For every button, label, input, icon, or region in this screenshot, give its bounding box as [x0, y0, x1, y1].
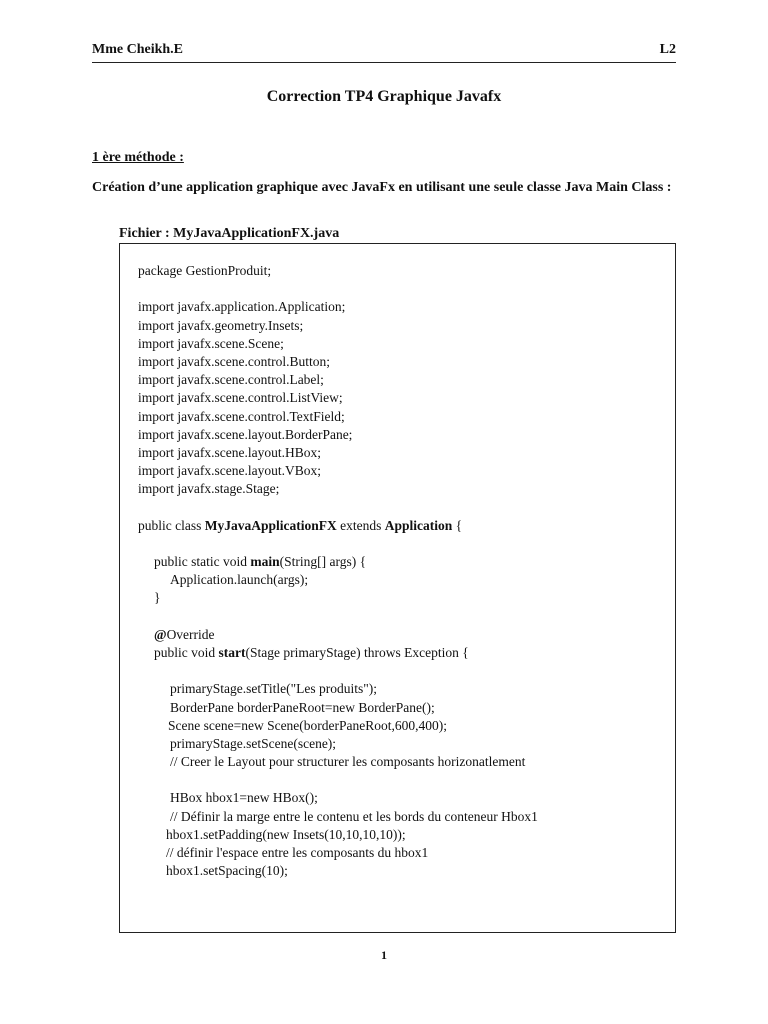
code-line — [120, 862, 538, 880]
code-text: (Stage primaryStage) throws Exception { — [245, 644, 469, 660]
document-title: Correction TP4 Graphique Javafx — [266, 88, 502, 105]
code-text: // Creer le Layout pour structurer les composants horizonatlement — [170, 754, 526, 770]
code-text: import javafx.scene.Scene; — [138, 335, 284, 351]
code-line — [120, 571, 538, 589]
code-line — [120, 662, 538, 680]
code-text: BorderPane borderPaneRoot=new BorderPane(); — [170, 699, 435, 715]
file-label: Fichier : MyJavaApplicationFX.java — [119, 226, 340, 241]
code-text: (String[] args) { — [279, 554, 367, 569]
code-line — [120, 426, 538, 444]
code-text: import javafx.scene.layout.BorderPane; — [138, 426, 353, 442]
code-line — [120, 789, 538, 807]
class-level: L2 — [659, 42, 676, 57]
code-line — [120, 553, 538, 571]
code-line — [120, 680, 538, 698]
code-text: import javafx.scene.control.Button; — [138, 353, 330, 369]
code-line — [120, 735, 538, 753]
code-text: public void — [154, 644, 219, 660]
code-text: } — [154, 590, 161, 606]
code-box — [119, 243, 676, 933]
code-text: // définir l'espace entre les composants du hbox1 — [166, 845, 429, 860]
code-line — [120, 699, 538, 717]
code-text: Scene scene=new Scene(borderPaneRoot,600,400); — [168, 717, 448, 733]
code-text: import javafx.scene.control.Label; — [138, 372, 324, 388]
code-line — [120, 280, 538, 298]
code-text: Application.launch(args); — [170, 572, 309, 588]
code-text: hbox1.setSpacing(10); — [166, 863, 288, 879]
code-line — [120, 644, 538, 662]
code-keyword: @ — [154, 626, 167, 642]
code-line — [120, 444, 538, 462]
code-text: primaryStage.setTitle("Les produits"); — [170, 681, 377, 697]
code-keyword: main — [250, 554, 280, 569]
code-text: import javafx.geometry.Insets; — [138, 317, 304, 333]
code-text: package GestionProduit; — [138, 263, 272, 278]
code-line — [120, 371, 538, 389]
code-line — [120, 462, 538, 480]
code-line — [120, 353, 538, 371]
code-text: HBox hbox1=new HBox(); — [170, 790, 318, 806]
code-line — [120, 808, 538, 826]
code-text: import javafx.application.Application; — [138, 299, 346, 315]
code-text: { — [452, 517, 463, 533]
code-text: import javafx.scene.control.ListView; — [138, 390, 343, 406]
code-line — [120, 608, 538, 626]
intro-paragraph: Création d’une application graphique avec JavaFx en utilisant une seule classe Java Main Class : — [92, 180, 672, 195]
code-line — [120, 589, 538, 607]
code-line — [120, 844, 538, 862]
code-text: // Définir la marge entre le contenu et les bords du conteneur Hbox1 — [170, 808, 538, 824]
code-line — [120, 262, 538, 280]
code-line — [120, 480, 538, 498]
code-text: extends — [336, 517, 385, 533]
code-text: import javafx.scene.layout.VBox; — [138, 463, 321, 479]
code-text: hbox1.setPadding(new Insets(10,10,10,10)); — [166, 826, 406, 842]
page-header — [92, 42, 676, 63]
code-text: import javafx.scene.layout.HBox; — [138, 444, 321, 460]
code-line — [120, 535, 538, 553]
code-line — [120, 317, 538, 335]
code-line — [120, 335, 538, 353]
author-name: Mme Cheikh.E — [92, 42, 183, 57]
code-line — [120, 498, 538, 516]
code-keyword: Application — [384, 517, 453, 533]
code-line — [120, 717, 538, 735]
code-text: Override — [166, 626, 215, 642]
code-line — [120, 826, 538, 844]
code-line — [120, 517, 538, 535]
code-line — [120, 408, 538, 426]
code-line — [120, 771, 538, 789]
code-text: primaryStage.setScene(scene); — [170, 735, 337, 751]
code-text: import javafx.scene.control.TextField; — [138, 408, 345, 424]
code-keyword: start — [218, 644, 246, 660]
code-text: public class — [138, 517, 205, 533]
code-line — [120, 626, 538, 644]
code-text: public static void — [154, 554, 251, 569]
code-text: import javafx.stage.Stage; — [138, 481, 280, 497]
code-line — [120, 298, 538, 316]
page-number: 1 — [381, 948, 387, 962]
method-heading: 1 ère méthode : — [92, 150, 184, 165]
code-line — [120, 753, 538, 771]
code-line — [120, 389, 538, 407]
code-listing — [120, 262, 538, 880]
code-keyword: MyJavaApplicationFX — [204, 517, 337, 533]
